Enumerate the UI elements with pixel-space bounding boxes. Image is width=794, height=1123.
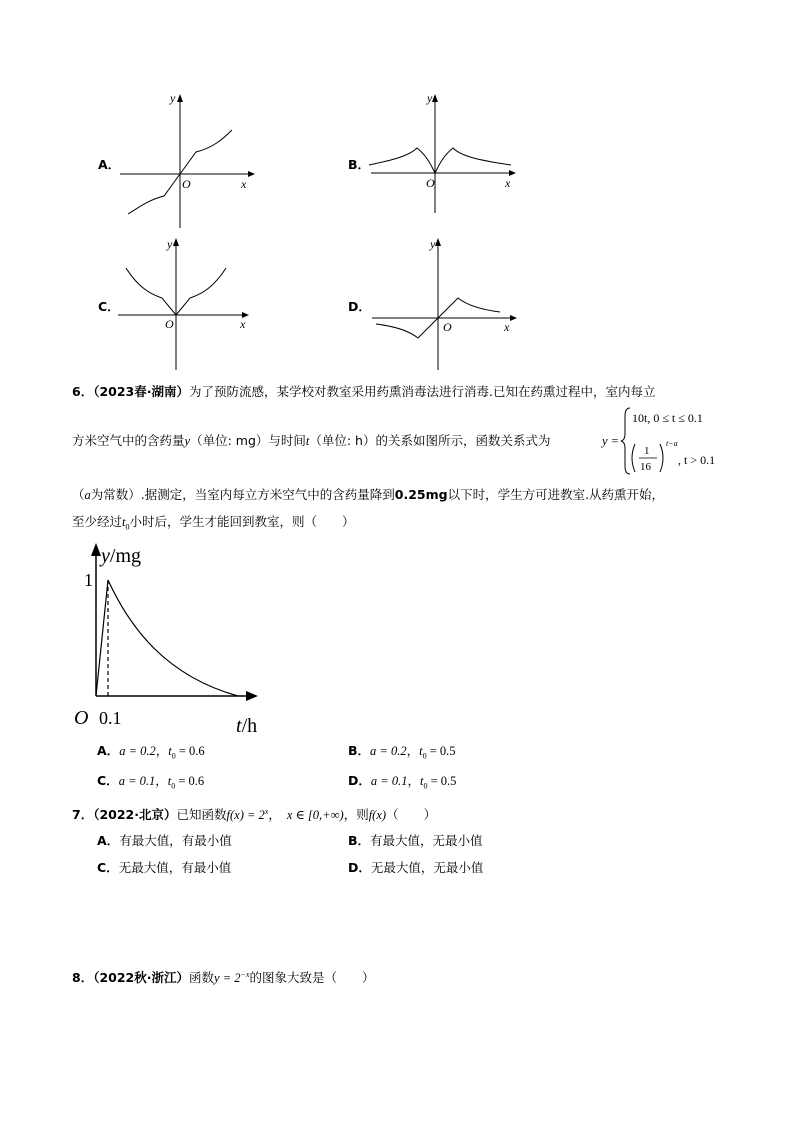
option-c-label: C． <box>98 299 120 314</box>
graph-option-a <box>112 90 262 230</box>
q6-text3b: 为常数）.据测定，当室内每立方米空气中的含药量降到 <box>90 487 395 502</box>
option-b-label: B． <box>348 157 371 172</box>
origin-label: O <box>74 707 89 729</box>
x-arrow <box>246 691 258 701</box>
q8-number: 8． <box>72 970 94 986</box>
x-arrow <box>510 315 517 321</box>
q6-number: 6． <box>72 384 94 399</box>
paren-left <box>632 444 635 472</box>
q7-source: （2022·北京） <box>93 807 177 823</box>
q7-line1 <box>72 803 436 824</box>
q7-fx: f(x) <box>368 808 387 823</box>
origin-label: O <box>426 176 435 190</box>
case2: , t > 0.1 <box>678 453 716 467</box>
origin-label: O <box>182 177 191 191</box>
q6-text1: 为了预防流感，某学校对教室采用药熏消毒法进行消毒.已知在药熏过程中，室内每立 <box>189 384 656 399</box>
rising-segment <box>96 580 108 696</box>
q6-line4 <box>72 513 355 537</box>
q8-text1: 函数 <box>189 970 215 986</box>
q6-var-t: t <box>305 434 310 448</box>
q6-option-d[interactable]: D．a = 0.1，$t_0 = 0.5$ <box>348 773 457 791</box>
graph-option-c <box>112 232 262 372</box>
origin-label: O <box>443 320 452 334</box>
q7-number: 7． <box>72 807 94 823</box>
x-axis-label: x <box>241 177 247 191</box>
q6-text3c: 以下时，学生方可进教室.从药熏开始， <box>447 487 665 502</box>
tick-y-1: 1 <box>84 570 93 590</box>
origin-label: O <box>165 317 174 331</box>
frac-den: 16 <box>640 461 651 473</box>
curve-right <box>438 298 500 318</box>
x-axis-label: x <box>240 317 246 331</box>
q7-option-c[interactable]: C．无最大值，有最小值 <box>97 860 232 875</box>
q8-line1 <box>72 966 374 987</box>
q7-text1: 已知函数 <box>176 807 227 823</box>
q6-graph <box>70 538 270 736</box>
x-axis-label: x <box>504 320 510 334</box>
exponent: t−a <box>666 439 678 448</box>
graph-option-d <box>368 232 528 372</box>
q7-func: f(x) = 2 <box>226 808 265 823</box>
curve-right <box>180 130 232 174</box>
curve-right <box>435 148 511 173</box>
curve-left <box>126 268 176 315</box>
formula-lhs: y = <box>602 434 620 448</box>
q6-text4a: 至少经过 <box>72 514 123 529</box>
q6-unit-y: （单位: mg）与时间 <box>190 433 306 448</box>
y-arrow <box>435 238 441 246</box>
q8-func-exp: −x <box>240 970 250 979</box>
q7-option-b[interactable]: B．有最大值，无最小值 <box>348 833 483 848</box>
x-axis-label: x <box>505 176 511 190</box>
q6-unit-t: （单位: h）的关系如图所示，函数关系式为 <box>309 433 551 448</box>
frac-num: 1 <box>644 445 650 457</box>
curve-left <box>128 174 180 214</box>
q6-line2 <box>72 432 550 450</box>
q6-t0: t <box>122 515 126 529</box>
left-brace <box>621 408 630 474</box>
y-axis-label: y/mg <box>101 545 142 567</box>
x-arrow <box>248 171 255 177</box>
q6-option-a[interactable]: A．a = 0.2，$t_0 = 0.6$ <box>97 743 205 761</box>
case1: 10t, 0 ≤ t ≤ 0.1 <box>632 411 703 425</box>
q6-threshold: 0.25mg <box>394 487 448 502</box>
q8-source: （2022秋·浙江） <box>93 970 189 986</box>
q7-paren: （ ） <box>386 807 437 823</box>
q6-text3a: （ <box>72 487 85 502</box>
q6-var-y: y <box>184 434 191 448</box>
q6-line1 <box>72 383 655 401</box>
y-axis-label: y <box>427 91 433 105</box>
q7-option-d[interactable]: D．无最大值，无最小值 <box>348 860 484 875</box>
q8-text2: 的图象大致是（ ） <box>249 970 375 986</box>
y-axis-label: y <box>167 237 173 251</box>
option-d-label: D． <box>348 299 371 314</box>
option-a-label: A． <box>98 157 121 172</box>
y-arrow <box>432 94 438 102</box>
q8-func: y = 2 <box>214 971 241 986</box>
paren-right <box>660 444 663 472</box>
curve-right <box>176 268 226 315</box>
curve-left <box>369 148 435 173</box>
tick-x-01: 0.1 <box>99 708 122 728</box>
formula-piecewise <box>620 404 740 476</box>
y-arrow <box>173 238 179 246</box>
q7-option-a[interactable]: A．有最大值，有最小值 <box>97 833 232 848</box>
y-arrow <box>91 543 101 556</box>
q6-source: （2023春·湖南） <box>93 384 189 399</box>
y-arrow <box>177 94 183 102</box>
q6-option-c[interactable]: C．a = 0.1，$t_0 = 0.6$ <box>97 773 205 791</box>
q7-domain: x ∈ [0,+∞) <box>286 808 344 823</box>
decay-curve <box>108 580 238 696</box>
y-axis-label: y <box>430 237 436 251</box>
q6-text4b: 小时后，学生才能回到教室，则（ ） <box>129 514 355 529</box>
q6-text2a: 方米空气中的含药量 <box>72 433 185 448</box>
q6-line3 <box>72 486 664 504</box>
x-axis-label: t/h <box>236 715 258 736</box>
q6-var-a: a <box>84 488 91 502</box>
q6-t0-sub: 0 <box>125 522 130 532</box>
q7-sep: ， <box>268 807 281 823</box>
q7-text2: ，则 <box>343 807 369 823</box>
q7-func-exp: x <box>264 807 269 816</box>
curve-left <box>376 318 438 338</box>
graph-option-b <box>365 90 525 215</box>
q6-option-b[interactable]: B．a = 0.2，$t_0 = 0.5$ <box>348 743 456 761</box>
y-axis-label: y <box>170 91 176 105</box>
